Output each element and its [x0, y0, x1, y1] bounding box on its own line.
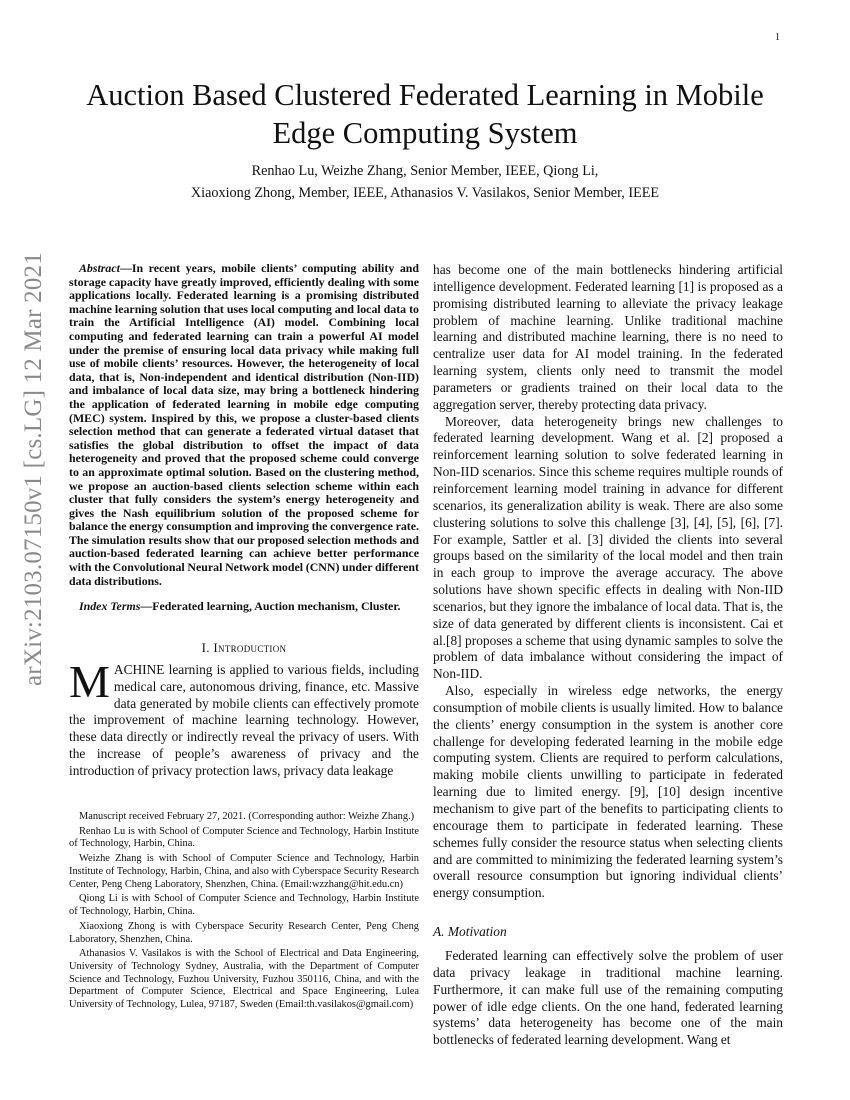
index-terms-label: Index Terms: [79, 599, 141, 614]
footnote-manuscript: Manuscript received February 27, 2021. (Corresponding author: Weizhe Zhang.): [79, 811, 415, 822]
motivation-paragraph-1: Federated learning can effectively solve the problem of user data privacy leakage in traditional machine learning. Furthermore, it can make full use of the remaining computing power of idle edge clients. On the one hand, federated learning systems’ data heterogeneity has become one of the main bottlenecks of federated learning development. Wang et: [433, 948, 783, 1048]
intro-paragraph-1: [69, 655, 419, 780]
paper-title: Auction Based Clustered Federated Learning in Mobile Edge Computing System: [86, 78, 764, 150]
section-heading-introduction: [69, 640, 419, 656]
footnote-author-li: Qiong Li is with School of Computer Science and Technology, Harbin Institute of Technology, Harbin, China.: [69, 893, 419, 918]
section-title-text: Introduction: [213, 639, 287, 655]
right-column: [433, 262, 783, 1049]
author-line-2: Xiaoxiong Zhong, Member, IEEE, Athanasios V. Vasilakos, Senior Member, IEEE: [190, 185, 660, 201]
abstract: [69, 262, 419, 588]
index-terms: [69, 600, 419, 614]
intro-paragraph-3: Also, especially in wireless edge networks, the energy consumption of mobile clients is usually limited. How to balance the clients’ energy consumption in the system is another core challenge for developing federated learning in the mobile edge computing system. Clients are required to perform calculations, making mobile clients unwilling to participate in federated learning due to limited energy. [9], [10] design incentive mechanism to give part of the benefits to participating clients to encourage them to participate in federated learning. These schemes fully consider the resource status when selecting clients and are committed to minimizing the federated learning system’s overall resource consumption but ignoring individual clients’ energy consumption.: [433, 683, 783, 901]
abstract-text: —In recent years, mobile clients’ computing ability and storage capacity have greatly improved, efficiently dealing with some applications locally. Federated learning is a promising distributed machine learning solution that uses local computing and local data to train the Artificial Intelligence (AI) model. Combining local computing and federated learning can train a powerful AI model under the premise of ensuring local data privacy while making full use of mobile clients’ resources. However, the heterogeneity of local data, that is, Non-independent and identical distribution (Non-IID) and imbalance of local data size, may bring a bottleneck hindering the application of federated learning in mobile edge computing (MEC) system. Inspired by this, we propose a cluster-based clients selection method that can generate a federated virtual dataset that satisfies the global distribution to offset the impact of data heterogeneity and proved that the proposed scheme could converge to an approximate optimal solution. Based on the clustering method, we propose an auction-based clients selection scheme within each cluster that fully considers the system’s energy heterogeneity and gives the Nash equilibrium solution of the proposed scheme for balance the energy consumption and improving the convergence rate. The simulation results show that our proposed selection methods and auction-based federated learning can achieve better performance with the Convolutional Neural Network model (CNN) under different data distributions.: [69, 261, 419, 588]
index-terms-text: —Federated learning, Auction mechanism, Cluster.: [140, 599, 401, 614]
footnotes: [69, 811, 419, 1014]
left-column: [69, 262, 419, 780]
footnote-author-zhang: Weizhe Zhang is with School of Computer Science and Technology, Harbin Institute of Technology, Harbin, China, and also with Cyberspace Security Research Center, Peng Cheng Laboratory, Shenzhen, China. (Email:wzzhang@hit.edu.cn): [69, 853, 419, 890]
author-list: [60, 160, 790, 204]
intro-paragraph-2: Moreover, data heterogeneity brings new challenges to federated learning development. Wang et al. [2] proposed a reinforcement learning solution to solve federated learning in Non-IID scenarios. Since this scheme requires multiple rounds of reinforcement learning model training in advance for different scenarios, its generalization ability is weak. There are also some clustering solutions to solve this challenge [3], [4], [5], [6], [7]. For example, Sattler et al. [3] divided the clients into several groups based on the similarity of the local model and then train in each group to improve the average accuracy. The above solutions have shown specific effects in dealing with Non-IID scenarios, but they ignore the imbalance of local data. That is, the size of data generated by different clients is inconsistent. Cai et al.[8] proposes a scheme that using dynamic samples to solve the problem of data imbalance without considering the impact of Non-IID.: [433, 413, 783, 682]
section-numeral: I.: [201, 639, 210, 655]
abstract-label: Abstract: [79, 261, 120, 275]
intro-paragraph-1-text: ACHINE learning is applied to various fields, including medical care, autonomous driving, finance, etc. Massive data generated by mobile clients can effectively promote the improvement of machine learning technology. However, these data directly or indirectly reveal the privacy of users. With the increase of people’s awareness of privacy and the introduction of privacy protection laws, privacy data leakage: [69, 661, 419, 778]
page-number: 1: [775, 32, 780, 43]
footnote-author-zhong: Xiaoxiong Zhong is with Cyberspace Security Research Center, Peng Cheng Laboratory, Shenzhen, China.: [69, 920, 419, 945]
drop-cap: M: [69, 655, 110, 707]
subsection-heading-motivation: A. Motivation: [433, 924, 507, 940]
intro-paragraph-1-continued: has become one of the main bottlenecks hindering artificial intelligence development. Federated learning [1] is proposed as a promising distributed learning to alleviate the privacy leakage problem of machine learning. Unlike traditional machine learning and distributed machine learning, there is no need to centralize user data for AI model training. In the federated learning system, clients only need to transmit the model parameters or gradients trained on their local data to the aggregation server, thereby protecting data privacy.: [433, 262, 783, 412]
arxiv-identifier[interactable]: arXiv:2103.07150v1 [cs.LG] 12 Mar 2021: [20, 252, 47, 686]
footnote-author-vasilakos: Athanasios V. Vasilakos is with the School of Electrical and Data Engineering, University of Technology Sydney, Australia, with the Department of Computer Science and Technology, Fuzhou University, Fuzhou 350116, China, and with the Department of Computer Science, Electrical and Space Engineering, Lulea University of Technology, Lulea, 97187, Sweden (Email:th.vasilakos@gmail.com): [69, 948, 419, 1010]
footnote-author-lu: Renhao Lu is with School of Computer Science and Technology, Harbin Institute of Technology, Harbin, China.: [69, 825, 419, 850]
author-line-1: Renhao Lu, Weizhe Zhang, Senior Member, IEEE, Qiong Li,: [251, 163, 599, 179]
